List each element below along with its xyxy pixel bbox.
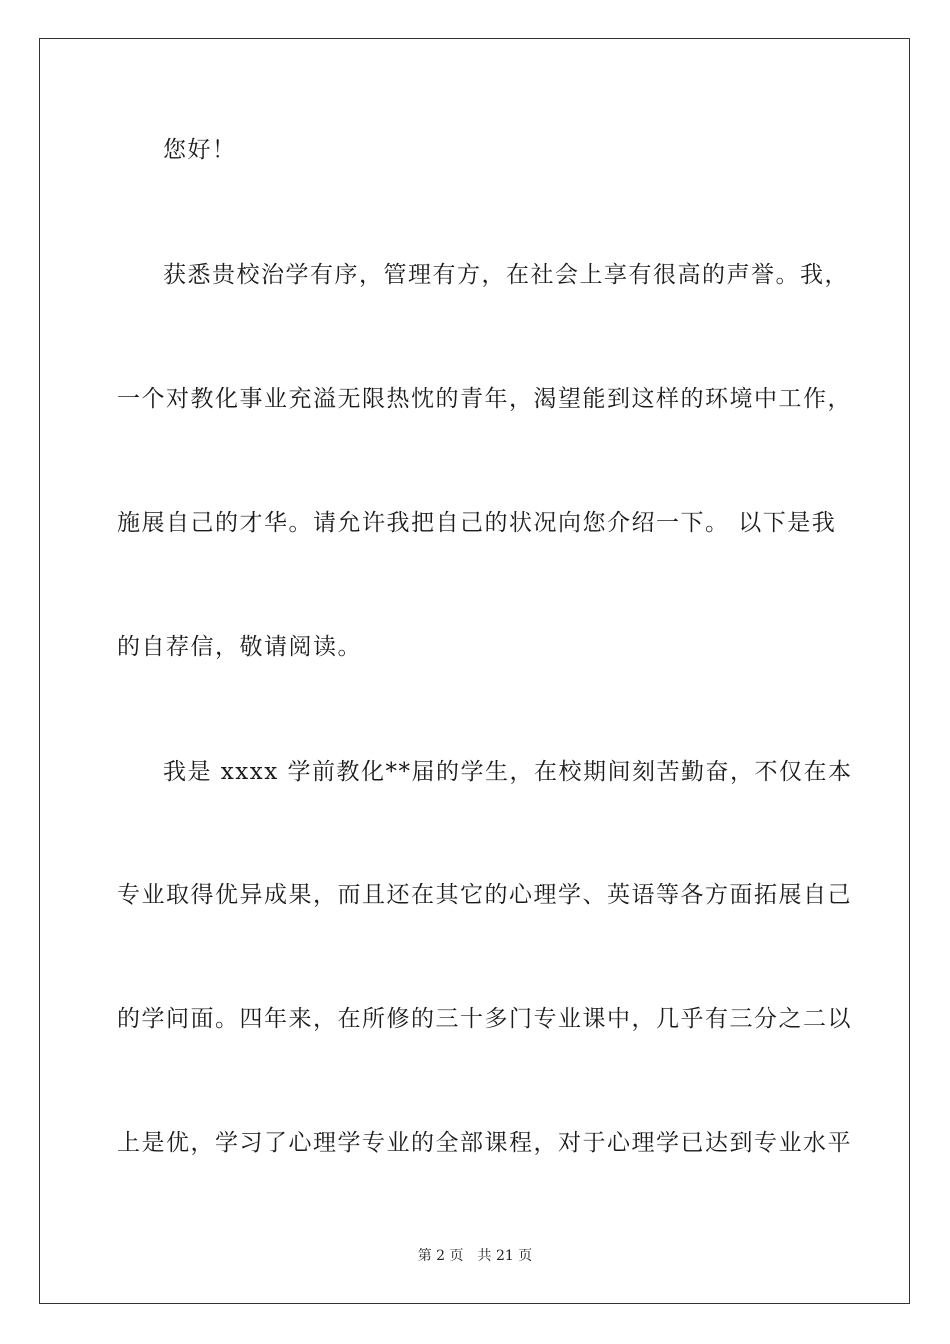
page-number: 第 2 页 [417,1248,464,1264]
paragraph-1-line-3: 施展自己的才华。请允许我把自己的状况向您介绍一下。 以下是我 [117,510,837,536]
greeting-line: 您好！ [163,137,237,163]
paragraph-1-line-2: 一个对教化事业充溢无限热忱的青年，渴望能到这样的环境中工作， [117,386,852,412]
page-total: 共 21 页 [477,1248,533,1264]
paragraph-2-line-1: 我是 xxxx 学前教化**届的学生，在校期间刻苦勤奋，不仅在本 [163,759,853,785]
page-footer [0,1247,950,1265]
paragraph-2-line-3: 的学问面。四年来，在所修的三十多门专业课中，几乎有三分之二以 [117,1006,852,1032]
paragraph-2-line-2: 专业取得优异成果，而且还在其它的心理学、英语等各方面拓展自己 [117,882,852,908]
paragraph-1-line-1: 获悉贵校治学有序，管理有方，在社会上享有很高的声誉。我， [163,262,849,288]
page-border [39,38,910,1304]
paragraph-1-line-4: 的自荐信，敬请阅读。 [117,634,362,660]
paragraph-2-line-4: 上是优，学习了心理学专业的全部课程，对于心理学已达到专业水平 [117,1130,852,1156]
